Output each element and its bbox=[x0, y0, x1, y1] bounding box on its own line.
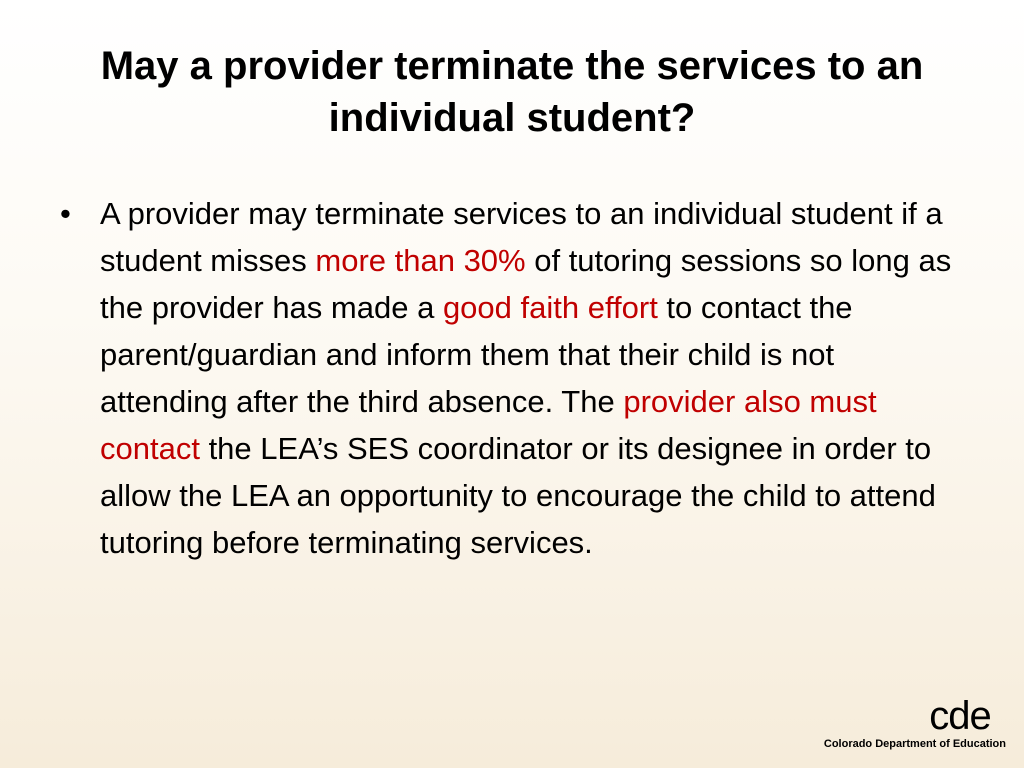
bullet-text-3: to contact the parent/guardian and inform them that their child is not attending after the third absence. The bbox=[100, 290, 853, 419]
bullet-text-1: A provider may terminate services to an individual student if a student misses bbox=[100, 196, 943, 278]
highlight-provider-must-contact: provider also must contact bbox=[100, 384, 877, 466]
cde-logo bbox=[786, 700, 1006, 750]
highlight-good-faith-effort: good faith effort bbox=[442, 290, 658, 325]
org-name: Colorado Department of Education bbox=[823, 738, 1006, 750]
bullet-list bbox=[60, 190, 960, 566]
cde-logo-mark bbox=[914, 700, 1006, 734]
bullet-text-2: of tutoring sessions so long as the provider has made a bbox=[100, 243, 952, 325]
bullet-item bbox=[60, 190, 960, 566]
highlight-more-than-30: more than 30% bbox=[315, 243, 526, 278]
bullet-dot: • bbox=[60, 196, 71, 231]
slide-title: May a provider terminate the services to an individual student? bbox=[100, 44, 924, 140]
bullet-text-4: the LEA’s SES coordinator or its designee in order to allow the LEA an opportunity to encourage the child to attend tutoring before terminating services. bbox=[100, 431, 936, 560]
cde-logo-text: cde bbox=[929, 700, 991, 734]
